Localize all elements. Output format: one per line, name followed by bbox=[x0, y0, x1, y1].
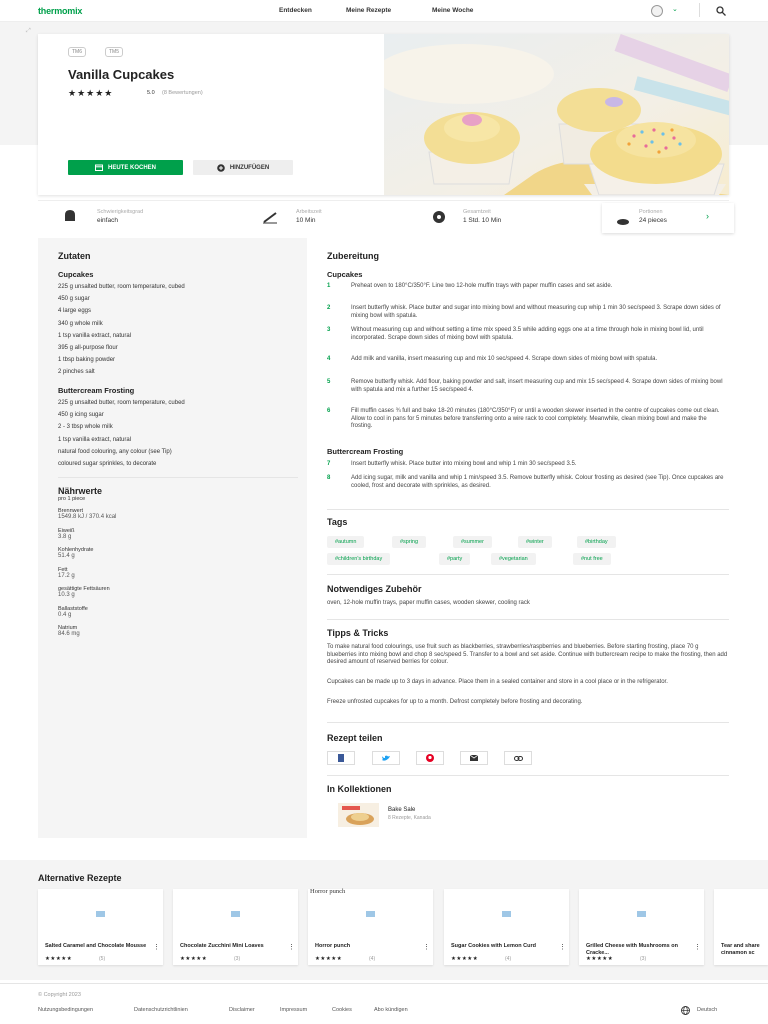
ingredient-item: 450 g sugar bbox=[58, 296, 90, 303]
alternative-recipe-name: Grilled Cheese with Mushrooms on Cracke... bbox=[586, 943, 678, 956]
rating-stars[interactable]: ★★★★★ bbox=[68, 88, 114, 98]
alternative-recipe-name: Horror punch bbox=[315, 943, 351, 949]
step-number: 7 bbox=[327, 461, 331, 467]
alternative-recipe-stars: ★★★★★ bbox=[451, 956, 479, 962]
pinterest-share-button[interactable] bbox=[416, 751, 444, 765]
tips-heading: Tipps & Tricks bbox=[327, 628, 389, 638]
tag-chip[interactable]: #summer bbox=[453, 536, 492, 548]
broken-image-icon bbox=[173, 889, 298, 939]
tag-chip[interactable]: #autumn bbox=[327, 536, 364, 548]
tag-chip[interactable]: #party bbox=[439, 553, 470, 565]
collections-heading: In Kollektionen bbox=[327, 784, 392, 794]
tag-chip[interactable]: #spring bbox=[392, 536, 426, 548]
collections-divider bbox=[327, 775, 729, 776]
nutrition-divider bbox=[58, 477, 298, 478]
tag-chip[interactable]: #winter bbox=[518, 536, 552, 548]
nutrition-value: 0.4 g bbox=[58, 611, 72, 618]
footer-link[interactable]: Impressum bbox=[280, 1007, 308, 1013]
step-number: 1 bbox=[327, 283, 331, 289]
step-text: Without measuring cup and without setting a time mix speed 3.5 while adding eggs one at a time through hole in mixing bowl lid, until incorporated. Scrape down sides of mixing bowl with spatula. bbox=[351, 327, 704, 341]
portions-value: 24 pieces bbox=[639, 217, 667, 224]
step-number: 6 bbox=[327, 408, 331, 414]
alternative-recipe-count: (4) bbox=[505, 956, 512, 962]
cook-today-button[interactable] bbox=[68, 160, 183, 175]
chevron-down-icon[interactable]: ⌄ bbox=[672, 6, 678, 13]
difficulty-block bbox=[97, 209, 143, 224]
share-heading: Rezept teilen bbox=[327, 733, 383, 743]
alternative-recipe-count: (3) bbox=[234, 956, 241, 962]
nutrition-label: Natrium bbox=[58, 625, 78, 631]
broken-image-icon bbox=[444, 889, 569, 939]
collection-thumbnail[interactable] bbox=[338, 803, 379, 827]
alternative-recipe-count: (3) bbox=[640, 956, 647, 962]
alternatives-heading: Alternative Rezepte bbox=[38, 873, 122, 883]
nutrition-label: Brennwert bbox=[58, 508, 84, 514]
difficulty-icon bbox=[62, 209, 78, 228]
nutrition-value: 3.8 g bbox=[58, 533, 72, 540]
total-time-label: Gesamtzeit bbox=[463, 209, 491, 215]
nutrition-heading: Nährwerte bbox=[58, 486, 103, 496]
broken-image-icon bbox=[579, 889, 704, 939]
ingredient-item: 450 g icing sugar bbox=[58, 412, 104, 419]
header-divider bbox=[699, 3, 700, 17]
prep-time-label: Arbeitszeit bbox=[296, 209, 322, 215]
nutrition-value: 10.3 g bbox=[58, 592, 75, 598]
nutrition-label: Ballaststoffe bbox=[58, 605, 88, 612]
difficulty-value: einfach bbox=[97, 217, 118, 224]
broken-image-icon bbox=[308, 889, 433, 939]
tm5-chip: TM5 bbox=[105, 47, 123, 57]
thermomix-device-icon[interactable] bbox=[651, 5, 663, 17]
total-time-block bbox=[463, 209, 501, 224]
equipment-heading: Notwendiges Zubehör bbox=[327, 584, 422, 594]
prep-time-block bbox=[296, 209, 322, 224]
nav-meine-woche[interactable]: Meine Woche bbox=[432, 7, 474, 14]
alternative-recipe-name: Salted Caramel and Chocolate Mousse bbox=[45, 943, 147, 949]
prep-group-cupcakes: Cupcakes bbox=[327, 270, 363, 279]
nutrition-row bbox=[58, 528, 298, 548]
more-menu-icon[interactable]: ⋮ bbox=[694, 944, 701, 951]
ingredient-item: 340 g whole milk bbox=[58, 320, 103, 327]
nutrition-value: 1549.8 kJ / 370.4 kcal bbox=[58, 514, 117, 520]
pinterest-icon bbox=[426, 754, 434, 762]
ingredient-list-frosting bbox=[58, 397, 298, 470]
step-number: 8 bbox=[327, 475, 331, 481]
total-time-value: 1 Std. 10 Min bbox=[463, 217, 502, 224]
more-menu-icon[interactable]: ⋮ bbox=[288, 944, 295, 951]
difficulty-label: Schwierigkeitsgrad bbox=[97, 209, 144, 215]
broken-image-icon bbox=[38, 889, 163, 939]
alternative-recipe-card[interactable] bbox=[714, 889, 768, 965]
prep-group-frosting: Buttercream Frosting bbox=[327, 447, 404, 456]
nav-meine-rezepte[interactable]: Meine Rezepte bbox=[346, 7, 392, 14]
alternative-recipe-stars: ★★★★★ bbox=[45, 956, 73, 962]
copyright-text: © Copyright 2023 bbox=[38, 992, 81, 998]
thermomix-logo[interactable]: thermomix bbox=[38, 6, 83, 16]
portions-icon bbox=[616, 213, 630, 231]
step-text: Add icing sugar, milk and vanilla and whip 1 min/speed 3.5. Remove butterfly whisk. Colour frosting as desired (see Tip). Once cupcakes are cooled, frost and decorate with sprinkles, as desired. bbox=[351, 475, 724, 489]
alternative-recipe-count: (4) bbox=[369, 956, 376, 962]
recipe-title: Vanilla Cupcakes bbox=[68, 67, 175, 82]
step-text: Insert butterfly whisk. Place butter and sugar into mixing bowl and without measuring cup whip 1 min 30 sec/speed 3. Scrape down sides of mixing bowl with spatula. bbox=[351, 305, 721, 319]
cook-today-label: HEUTE KOCHEN bbox=[107, 164, 156, 171]
email-share-button[interactable] bbox=[460, 751, 488, 765]
share-corner-icon[interactable]: ⤢ bbox=[26, 28, 31, 34]
alternative-recipe-card[interactable] bbox=[173, 889, 298, 965]
calendar-icon bbox=[95, 164, 103, 171]
ingredient-item: 395 g all-purpose flour bbox=[58, 345, 118, 352]
nutrition-value: 51.4 g bbox=[58, 553, 75, 559]
alternative-recipe-card[interactable] bbox=[579, 889, 704, 965]
ingredient-item: 1 tsp vanilla extract, natural bbox=[58, 436, 132, 443]
footer-divider bbox=[0, 983, 768, 984]
email-icon bbox=[470, 755, 478, 761]
alternative-recipe-card[interactable] bbox=[308, 889, 433, 965]
alternative-recipe-card[interactable] bbox=[444, 889, 569, 965]
nutrition-value: 17.2 g bbox=[58, 572, 75, 579]
tm6-chip: TM6 bbox=[68, 47, 86, 57]
search-icon[interactable] bbox=[716, 6, 726, 16]
prep-time-value: 10 Min bbox=[296, 217, 316, 224]
tags-divider bbox=[327, 509, 729, 510]
footer-link[interactable]: Abo kündigen bbox=[374, 1007, 408, 1013]
nutrition-label: Fett bbox=[58, 566, 68, 573]
facebook-share-button[interactable] bbox=[327, 751, 355, 765]
nutrition-label: Kohlenhydrate bbox=[58, 547, 94, 553]
nutrition-row bbox=[58, 586, 298, 606]
recipe-hero-image bbox=[384, 34, 729, 195]
facebook-icon bbox=[338, 754, 344, 762]
portions-selector[interactable] bbox=[602, 203, 734, 233]
step-number: 5 bbox=[327, 379, 331, 385]
tag-chip[interactable]: #birthday bbox=[577, 536, 616, 548]
copy-link-button[interactable] bbox=[504, 751, 532, 765]
collection-name[interactable]: Bake Sale bbox=[388, 807, 416, 813]
alternative-recipe-card[interactable] bbox=[38, 889, 163, 965]
chevron-right-icon: › bbox=[706, 211, 709, 221]
ingredient-item: 1 tbsp baking powder bbox=[58, 357, 116, 364]
step-number: 3 bbox=[327, 327, 331, 333]
ingredient-list-cupcakes bbox=[58, 281, 298, 379]
nutrition-row bbox=[58, 625, 298, 645]
footer-link[interactable]: Datenschutzrichtlinien bbox=[134, 1007, 188, 1013]
ingredient-item: 4 large eggs bbox=[58, 308, 92, 315]
alternative-recipe-name: Tear and share cinnamon sc bbox=[721, 943, 760, 956]
step-text: Insert butterfly whisk. Place butter into mixing bowl and whip 1 min 30 sec/speed 3.5. bbox=[351, 461, 577, 467]
plus-circle-icon bbox=[217, 164, 225, 172]
nutrition-row bbox=[58, 508, 298, 528]
ingredients-heading: Zutaten bbox=[58, 251, 91, 261]
alternative-recipe-stars: ★★★★★ bbox=[586, 956, 614, 962]
step-text: Remove butterfly whisk. Add flour, baking powder and salt, insert measuring cup and mix 15 sec/speed 4. Scrape down sides of mixing bowl with spatula and mix a further 15 sec/speed 4. bbox=[351, 379, 723, 393]
add-to-button[interactable] bbox=[193, 160, 293, 175]
rating-count[interactable]: (8 Bewertungen) bbox=[162, 90, 203, 96]
twitter-icon bbox=[382, 755, 390, 762]
nutrition-per: pro 1 piece bbox=[58, 496, 86, 502]
ingredient-item: 2 pinches salt bbox=[58, 369, 95, 376]
equipment-text: oven, 12-hole muffin trays, paper muffin cases, wooden skewer, cooling rack bbox=[327, 600, 530, 606]
step-text: Preheat oven to 180°C/350°F. Line two 12-hole muffin trays with paper muffin cases and set aside. bbox=[351, 283, 613, 289]
tags-heading: Tags bbox=[327, 517, 348, 527]
ingredient-item: 225 g unsalted butter, room temperature, cubed bbox=[58, 400, 185, 406]
rating-value: 5.0 bbox=[147, 90, 155, 96]
ingredient-item: 2 - 3 tbsp whole milk bbox=[58, 424, 113, 431]
collection-meta: 8 Rezepte, Kanada bbox=[388, 815, 431, 821]
tag-chip[interactable]: #nut free bbox=[573, 553, 611, 565]
ingredient-item: 1 tsp vanilla extract, natural bbox=[58, 332, 132, 339]
nutrition-list bbox=[58, 508, 298, 645]
tag-chip[interactable]: #vegetarian bbox=[491, 553, 536, 565]
nutrition-value: 84.6 mg bbox=[58, 631, 80, 637]
nutrition-row bbox=[58, 547, 298, 567]
portions-label: Portionen bbox=[639, 209, 663, 215]
preparation-heading: Zubereitung bbox=[327, 251, 379, 261]
ingredient-group-frosting: Buttercream Frosting bbox=[58, 386, 135, 395]
twitter-share-button[interactable] bbox=[372, 751, 400, 765]
globe-icon bbox=[681, 1006, 690, 1015]
tips-paragraph: To make natural food colourings, use fruit such as blackberries, strawberries/raspberries and blueberries. Before starting frosting, place 70 g blueberries into mixing bowl and chop 8 sec/speed 5. Transfer to a bowl and set aside. Continue with buttercream recipe to make the frosting, then add desired amount of reserved berries for colour. bbox=[327, 644, 728, 666]
more-menu-icon[interactable]: ⋮ bbox=[559, 944, 566, 951]
alternative-recipe-name: Chocolate Zucchini Mini Loaves bbox=[180, 943, 264, 949]
info-divider bbox=[38, 200, 729, 201]
footer-link[interactable]: Cookies bbox=[332, 1007, 352, 1013]
alternative-recipe-stars: ★★★★★ bbox=[180, 956, 208, 962]
language-selector[interactable]: Deutsch bbox=[697, 1007, 718, 1013]
step-number: 2 bbox=[327, 305, 331, 311]
tag-chip[interactable]: #children's birthday bbox=[327, 553, 390, 565]
footer-link[interactable]: Nutzungsbedingungen bbox=[38, 1007, 94, 1013]
image-alt-text: Horror punch bbox=[310, 888, 346, 895]
alternative-recipe-count: (5) bbox=[99, 956, 106, 962]
total-time-icon bbox=[431, 210, 447, 229]
more-menu-icon[interactable]: ⋮ bbox=[423, 944, 430, 951]
footer-link[interactable]: Disclaimer bbox=[229, 1007, 255, 1013]
nutrition-row bbox=[58, 567, 298, 587]
link-icon bbox=[514, 756, 523, 761]
nutrition-row bbox=[58, 606, 298, 626]
nutrition-label: gesättigte Fettsäuren bbox=[58, 586, 110, 592]
more-menu-icon[interactable]: ⋮ bbox=[153, 944, 160, 951]
step-text: Fill muffin cases ¾ full and bake 18-20 minutes (180°C/350°F) or until a wooden skewer inserted in the centre of cupcakes come out clean. Allow to cool in pans for 5 minutes before transferring onto a wire rack to cool completely. Meanwhile, clean mixing bowl and make the frosting. bbox=[351, 408, 720, 430]
ingredient-item: coloured sugar sprinkles, to decorate bbox=[58, 461, 157, 468]
share-divider bbox=[327, 722, 729, 723]
tips-divider bbox=[327, 619, 729, 620]
step-number: 4 bbox=[327, 356, 331, 362]
nutrition-label: Eiweiß bbox=[58, 527, 75, 534]
add-to-label: HINZUFÜGEN bbox=[229, 164, 270, 171]
step-text: Add milk and vanilla, insert measuring cup and mix 10 sec/speed 4. Scrape down sides of mixing bowl with spatula. bbox=[351, 356, 658, 362]
nav-entdecken[interactable]: Entdecken bbox=[279, 7, 312, 14]
equipment-divider bbox=[327, 574, 729, 575]
ingredient-item: 225 g unsalted butter, room temperature, cubed bbox=[58, 284, 185, 290]
alternative-recipe-stars: ★★★★★ bbox=[315, 956, 343, 962]
alternative-recipe-name: Sugar Cookies with Lemon Curd bbox=[451, 943, 536, 949]
tips-paragraph: Cupcakes can be made up to 3 days in advance. Place them in a sealed container and store in a cool place or in the refrigerator. bbox=[327, 679, 668, 685]
ingredient-item: natural food colouring, any colour (see Tip) bbox=[58, 448, 172, 455]
ingredient-group-cupcakes: Cupcakes bbox=[58, 270, 94, 279]
recipe-hero-card bbox=[38, 34, 729, 195]
prep-time-icon bbox=[262, 210, 278, 229]
tips-paragraph: Freeze unfrosted cupcakes for up to a month. Defrost completely before frosting and decorating. bbox=[327, 699, 583, 705]
